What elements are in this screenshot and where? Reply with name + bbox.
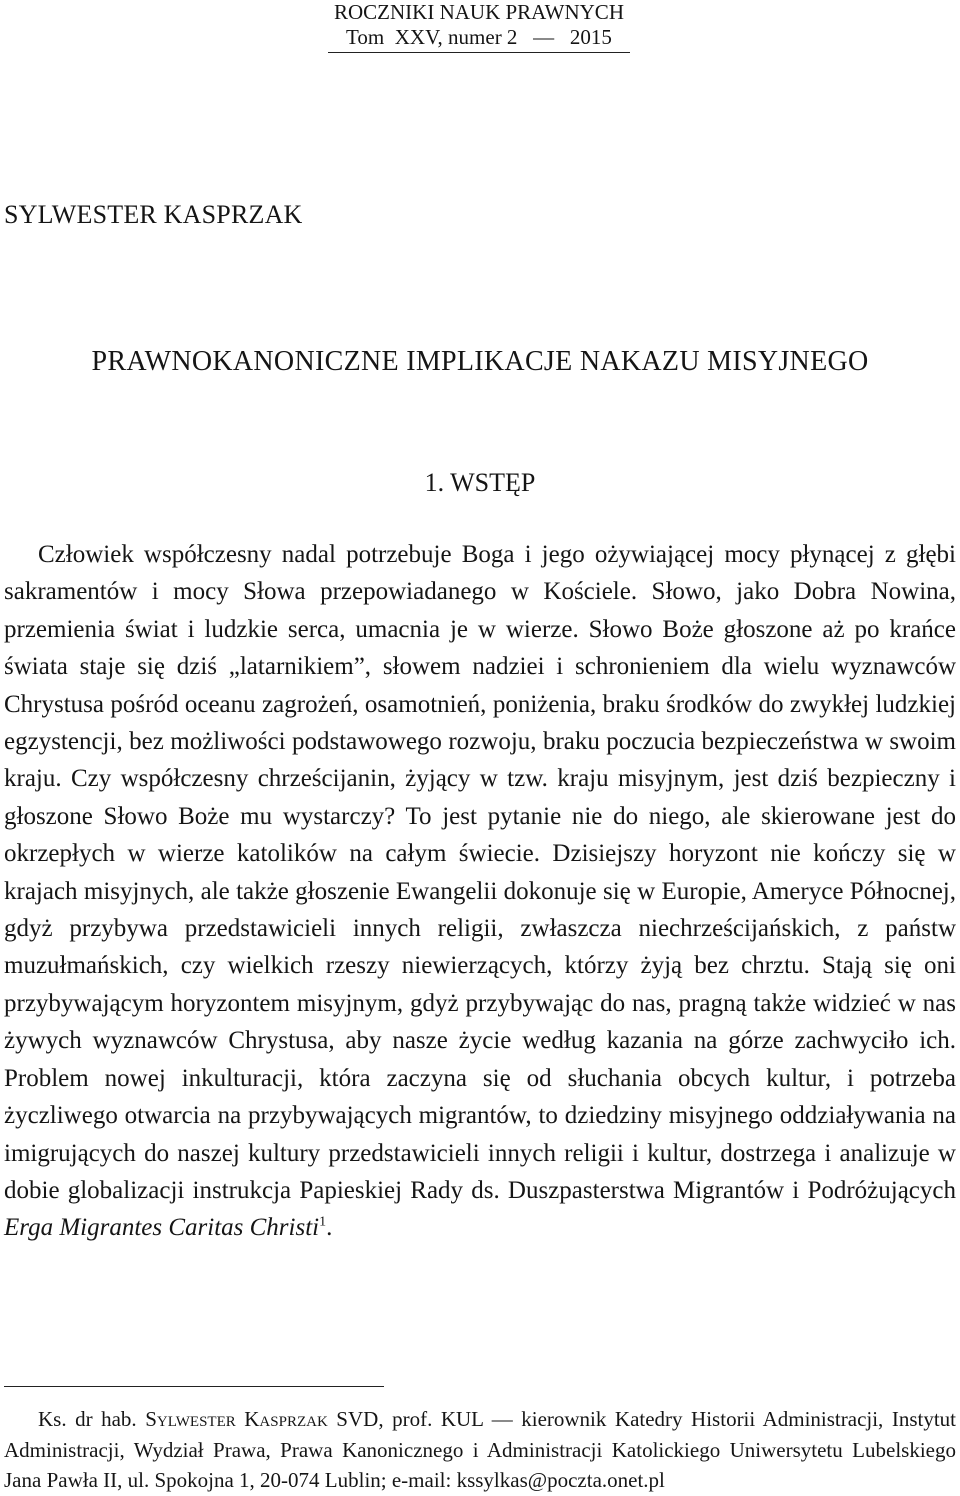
footnote-prefix: Ks. dr hab.	[38, 1407, 146, 1431]
body-paragraph	[4, 536, 956, 1247]
footnote-separator	[4, 1386, 384, 1387]
author-footnote	[4, 1404, 956, 1496]
body-text-main: Człowiek współczesny nadal potrzebuje Boga i jego ożywiającej mocy płynącej z głębi sakramentów i mocy Słowa przepowiadanego w Kościele. Słowo, jako Dobra Nowina, przemienia świat i ludzkie serca, umacnia je w wierze. Słowo Boże głoszone aż po krańce świata staje się dziś „latarnikiem”, słowem nadziei i schronieniem dla wielu wyznawców Chrystusa pośród oceanu zagrożeń, osamotnień, poniżenia, braku środków do zwykłej ludzkiej egzystencji, bez możliwości podstawowego rozwoju, braku poczucia bezpieczeństwa w swoim kraju. Czy współczesny chrześcijanin, żyjący w tzw. kraju misyjnym, jest dziś bezpieczny i głoszone Słowo Boże mu wystarczy? To jest pytanie nie do niego, ale skierowane jest do okrzepłych w wierze katolików na całym świecie. Dzisiejszy horyzont nie kończy się w krajach misyjnych, ale także głoszenie Ewangelii dokonuje się w Europie, Ameryce Północnej, gdyż przybywa przedstawicieli innych religii, zwłaszcza niechrześcijańskich, z państw muzułmańskich, czy wielkich rzeszy niewierzących, którzy żyją bez chrztu. Stają się oni przybywającym horyzontem misyjnym, gdyż przybywając do nas, pragną także widzieć w nas żywych wyznawców Chrystusa, aby nasze życie według kazania na górze zachwyciło ich. Problem nowej inkulturacji, która zaczyna się od słuchania obcych kultur, i potrzeba życzliwego otwarcia na przybywających migrantów, to dziedziny misyjnego oddziaływania na imigrujących do naszej kultury przedstawicieli innych religii i kultur, dostrzega i analizuje w dobie globalizacji instrukcja Papieskiej Rady ds. Duszpasterstwa Migrantów i Podróżujących	[4, 541, 956, 1204]
footnote-paragraph	[4, 1404, 956, 1496]
section-heading: 1. WSTĘP	[424, 468, 536, 497]
journal-header	[328, 0, 630, 53]
journal-volume: Tom XXV, numer 2 — 2015	[346, 25, 612, 49]
body-text	[4, 536, 956, 1247]
article-title: PRAWNOKANONICZNE IMPLIKACJE NAKAZU MISYJNEGO	[91, 346, 869, 377]
footnote-reference[interactable]: 1	[319, 1214, 327, 1230]
footnote-affiliation: SVD, prof. KUL — kierownik Katedry Historii Administracji, Instytut Administracji, Wydział Prawa, Prawa Kanonicznego i Administracji Katolickiego Uniwersytetu Lubelskiego Jana Pawła II, ul. Spokojna 1, 20-074 Lublin; e-mail: kssylkas@poczta.onet.pl	[4, 1407, 956, 1492]
header-rule	[328, 52, 630, 53]
body-text-end: .	[326, 1214, 333, 1242]
document-title-italic: Erga Migrantes Caritas Christi	[4, 1214, 320, 1242]
author-name: SYLWESTER KASPRZAK	[4, 200, 303, 229]
journal-name: ROCZNIKI NAUK PRAWNYCH	[334, 0, 624, 24]
footnote-author-name: Sylwester Kasprzak	[145, 1407, 328, 1431]
